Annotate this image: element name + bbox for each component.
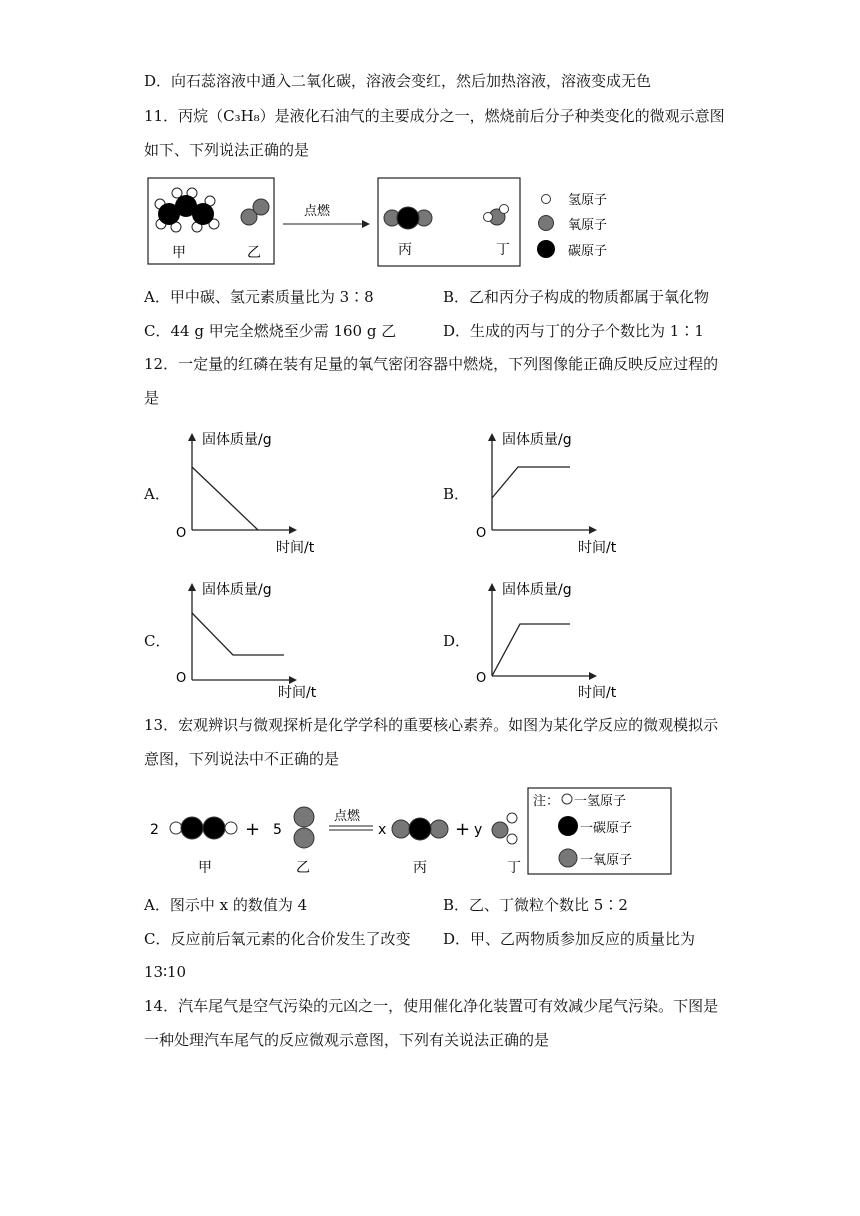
q13-plus-1: + (245, 819, 261, 840)
q13-label-ding: 丁 (507, 860, 521, 876)
q11-option-d: D．生成的丙与丁的分子个数比为 1∶1 (443, 322, 704, 340)
q12-graph-c-origin: O (176, 671, 187, 686)
q11-legend-oxygen: 氧原子 (568, 218, 608, 233)
q12-option-b-label: B． (443, 485, 470, 503)
q13-arrow-label: 点燃 (334, 809, 361, 824)
q13-plus-2: + (455, 819, 471, 840)
q12-graph-d-ylabel: 固体质量/g (502, 582, 572, 598)
q13-label-yi: 乙 (296, 860, 310, 876)
q12-stem-line2: 是 (144, 389, 160, 407)
q13-label-jia: 甲 (198, 860, 212, 876)
q12-option-c-label: C． (144, 632, 171, 650)
q13-option-c: C．反应前后氧元素的化合价发生了改变 (144, 930, 411, 948)
q13-legend-hydrogen: 一氢原子 (574, 794, 627, 809)
q12-option-a-label: A． (144, 485, 170, 503)
q11-legend-hydrogen: 氢原子 (568, 193, 608, 208)
q12-graph-c-xlabel: 时间/t (278, 685, 317, 701)
q14-stem-line2: 一种处理汽车尾气的反应微观示意图，下列有关说法正确的是 (144, 1031, 550, 1049)
q13-option-d-cont: 13∶10 (144, 963, 187, 981)
q13-jia-molecule (170, 817, 237, 839)
q13-stem-line2: 意图，下列说法中不正确的是 (144, 750, 340, 768)
q13-option-a: A．图示中 x 的数值为 4 (144, 896, 308, 914)
q10-option-d: D．向石蕊溶液中通入二氧化碳，溶液会变红，然后加热溶液，溶液变成无色 (144, 72, 652, 90)
q11-stem-line2: 如下、下列说法正确的是 (144, 141, 310, 159)
q13-ding-molecule (492, 813, 517, 844)
q11-legend-carbon: 碳原子 (568, 244, 608, 259)
q11-label-ding: 丁 (496, 242, 510, 258)
q12-graph-a-ylabel: 固体质量/g (202, 432, 272, 448)
q12-stem-line1: 12．一定量的红磷在装有足量的氧气密闭容器中燃烧，下列图像能正确反映反应过程的 (144, 355, 719, 373)
q11-option-c: C．44 g 甲完全燃烧至少需 160 g 乙 (144, 322, 397, 340)
q12-graph-a-origin: O (176, 526, 187, 541)
q12-graph-b-xlabel: 时间/t (578, 540, 617, 556)
q13-option-d: D．甲、乙两物质参加反应的质量比为 (443, 930, 696, 948)
q12-option-d-label: D． (443, 632, 471, 650)
q12-graph-b-ylabel: 固体质量/g (502, 432, 572, 448)
q13-coef-bing: x (378, 822, 387, 838)
q13-legend-carbon: 一碳原子 (580, 821, 633, 836)
q11-label-bing: 丙 (398, 242, 412, 258)
q11-stem-line1: 11．丙烷（C₃H₈）是液化石油气的主要成分之一，燃烧前后分子种类变化的微观示意图 (144, 107, 725, 125)
q12-graph-c-ylabel: 固体质量/g (202, 582, 272, 598)
q13-yi-molecule (294, 807, 314, 848)
q11-option-b: B．乙和丙分子构成的物质都属于氧化物 (443, 288, 710, 306)
q11-arrow-label: 点燃 (304, 204, 331, 219)
q13-label-bing: 丙 (413, 860, 427, 876)
q14-stem-line1: 14．汽车尾气是空气污染的元凶之一，使用催化净化装置可有效减少尾气污染。下图是 (144, 997, 719, 1015)
q11-label-jia: 甲 (172, 245, 186, 261)
q13-option-b: B．乙、丁微粒个数比 5∶2 (443, 896, 628, 914)
q11-option-a: A．甲中碳、氢元素质量比为 3∶8 (144, 288, 374, 306)
q11-label-yi: 乙 (247, 245, 261, 261)
q13-bing-molecule (392, 818, 448, 840)
q12-graph-d-xlabel: 时间/t (578, 685, 617, 701)
q13-coef-ding: y (474, 822, 483, 838)
q13-stem-line1: 13．宏观辨识与微观探析是化学学科的重要核心素养。如图为某化学反应的微观模拟示 (144, 716, 719, 734)
q13-coef-yi: 5 (273, 822, 282, 838)
q13-legend-title: 注： (533, 794, 560, 809)
q13-legend-oxygen: 一氧原子 (580, 853, 633, 868)
q12-graph-a-xlabel: 时间/t (276, 540, 315, 556)
q13-coef-jia: 2 (150, 822, 159, 838)
q12-graph-b-origin: O (476, 526, 487, 541)
q12-graph-d-origin: O (476, 671, 487, 686)
